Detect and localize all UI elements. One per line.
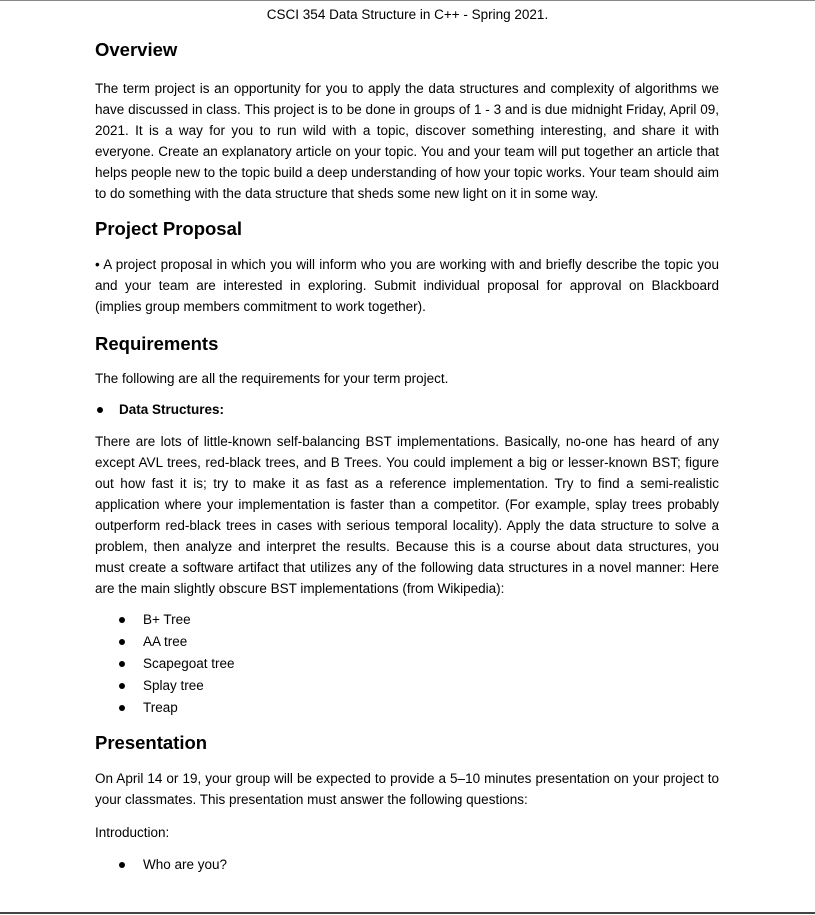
- project-proposal-heading: Project Proposal: [95, 218, 243, 239]
- presentation-paragraph: On April 14 or 19, your group will be expected to provide a 5–10 minutes presentation on your project to your classmates. This presentation must answer the following questions:: [95, 771, 719, 807]
- list-item-label: Who are you?: [143, 857, 228, 872]
- project-proposal-paragraph: • A project proposal in which you will inform who you are working with and briefly describe the topic you and your team are interested in exploring. Submit individual proposal for approval on Blackboard (implies group members commitment to work together).: [95, 257, 719, 314]
- data-structures-label: Data Structures:: [119, 402, 225, 417]
- list-item-label: Treap: [143, 700, 178, 715]
- bullet-dot-icon: [119, 661, 125, 667]
- list-item: [119, 854, 719, 876]
- list-item: [119, 631, 719, 653]
- document-body: [95, 38, 719, 876]
- bullet-dot-icon: [119, 617, 125, 623]
- bullet-dot-icon: [119, 639, 125, 645]
- top-rule: [0, 0, 815, 1]
- list-item-label: Splay tree: [143, 678, 204, 693]
- list-item: [119, 653, 719, 675]
- bullet-dot-icon: [119, 683, 125, 689]
- bullet-dot-icon: [97, 407, 103, 413]
- list-item: [119, 675, 719, 697]
- requirements-intro: The following are all the requirements for your term project.: [95, 371, 449, 386]
- data-structures-bullet: [95, 399, 719, 421]
- overview-heading: Overview: [95, 39, 178, 60]
- requirements-heading: Requirements: [95, 333, 219, 354]
- list-item-label: B+ Tree: [143, 612, 191, 627]
- bst-list: [95, 609, 719, 719]
- bullet-dot-icon: [119, 862, 125, 868]
- presentation-intro-label: Introduction:: [95, 825, 170, 840]
- question-list: [95, 854, 719, 876]
- requirements-paragraph: There are lots of little-known self-balancing BST implementations. Basically, no-one has heard of any except AVL trees, red-black trees, and B Trees. You could implement a big or lesser-known BST; figure out how fast it is; try to make it as fast as a reference implementation. Try to find a semi-realistic application where your implementation is faster than a competitor. (For example, splay trees probably outperform red-black trees in cases with serious temporal locality). Apply the data structure to solve a problem, then analyze and interpret the results. Because this is a course about data structures, you must create a software artifact that utilizes any of the following data structures in a novel manner: Here are the main slightly obscure BST implementations (from Wikipedia):: [95, 434, 719, 596]
- list-item: [119, 697, 719, 719]
- presentation-heading: Presentation: [95, 732, 208, 753]
- overview-paragraph: The term project is an opportunity for you to apply the data structures and complexity of algorithms we have discussed in class. This project is to be done in groups of 1 - 3 and is due midnight Friday, April 09, 2021. It is a way for you to run wild with a topic, discover something interesting, and share it with everyone. Create an explanatory article on your topic. You and your team will put together an article that helps people new to the topic build a deep understanding of how your topic works. Your team should aim to do something with the data structure that sheds some new light on it in some way.: [95, 81, 719, 201]
- list-item-label: AA tree: [143, 634, 188, 649]
- bottom-rule: [0, 912, 815, 914]
- page-header: CSCI 354 Data Structure in C++ - Spring 2021.: [266, 7, 549, 22]
- list-item-label: Scapegoat tree: [143, 656, 235, 671]
- bullet-dot-icon: [119, 705, 125, 711]
- list-item: [119, 609, 719, 631]
